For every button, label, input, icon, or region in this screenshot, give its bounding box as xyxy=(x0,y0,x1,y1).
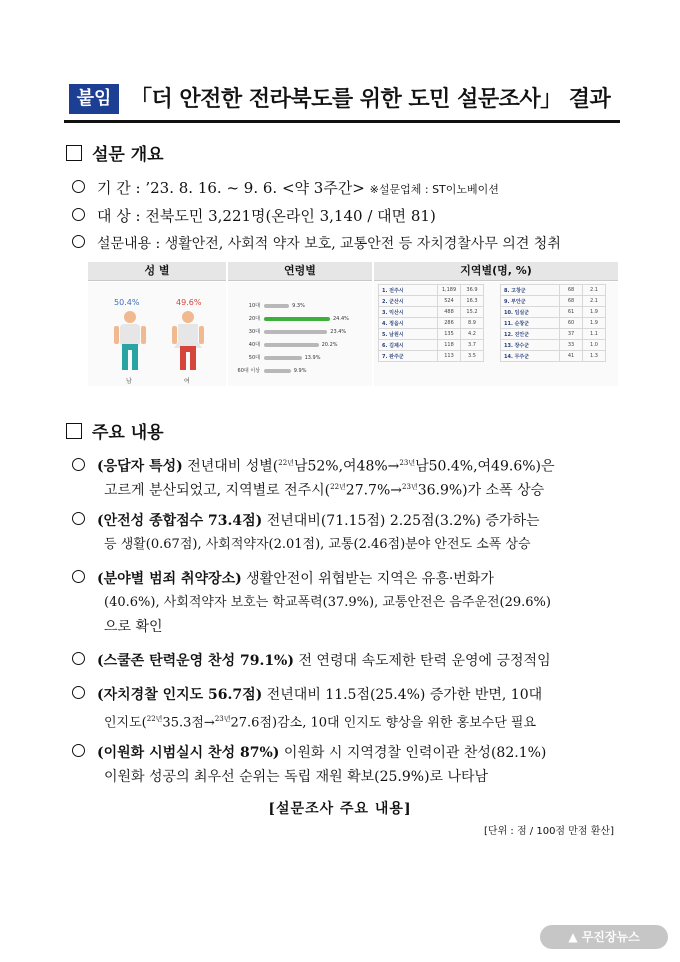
year-superscript: 23년 xyxy=(402,483,418,491)
checkbox-square-icon xyxy=(66,145,82,161)
finding-vulnerable-places xyxy=(72,568,494,590)
finding-text: 고르게 분산되었고, 지역별로 전주시( xyxy=(104,482,331,499)
survey-vendor-note: ※설문업체 : ST이노베이션 xyxy=(369,183,499,196)
circle-bullet-icon xyxy=(72,686,85,699)
region-name: 2. 군산시 xyxy=(379,296,438,307)
finding-awareness-cont xyxy=(104,708,536,734)
finding-text: 남50.4%,여49.6%)은 xyxy=(415,458,555,475)
region-count: 60 xyxy=(560,318,583,329)
main-heading xyxy=(66,418,164,443)
period-label: 기 간 : xyxy=(97,179,141,197)
finding-dualization xyxy=(72,742,546,764)
male-label: 남 xyxy=(126,378,132,385)
finding-title: (응답자 특성) xyxy=(97,458,183,475)
overview-content xyxy=(72,233,561,253)
age-bar-value: 23.4% xyxy=(330,329,347,335)
finding-title: (이원화 시범실시 찬성 87%) xyxy=(97,745,280,761)
region-row xyxy=(501,340,606,351)
circle-bullet-icon xyxy=(72,744,85,757)
region-row xyxy=(501,329,606,340)
gender-header: 성 별 xyxy=(88,262,226,281)
finding-text: 인지도( xyxy=(104,715,147,731)
finding-school-zone xyxy=(72,650,551,672)
circle-bullet-icon xyxy=(72,652,85,665)
region-row xyxy=(379,340,484,351)
region-row xyxy=(501,285,606,296)
finding-text: 전년대비(71.15점) 2.25점(3.2%) 증가하는 xyxy=(262,513,540,529)
region-percent: 1.9 xyxy=(583,318,606,329)
finding-text: 전년대비 11.5점(25.4%) 증가한 반면, 10대 xyxy=(262,687,543,703)
region-percent: 1.3 xyxy=(583,351,606,362)
age-bar xyxy=(264,317,330,321)
age-bar-value: 24.4% xyxy=(333,316,349,322)
region-count: 68 xyxy=(560,296,583,307)
region-header: 지역별(명, %) xyxy=(374,262,618,281)
watermark-text: 무진장뉴스 xyxy=(581,930,640,944)
figure-caption: [설문조사 주요 내용] xyxy=(268,801,412,817)
region-name: 6. 김제시 xyxy=(379,340,438,351)
region-percent: 1.0 xyxy=(583,340,606,351)
circle-bullet-icon xyxy=(72,512,85,525)
finding-text: 전 연령대 속도제한 탄력 운영에 긍정적임 xyxy=(294,653,551,669)
content-label: 설문내용 : xyxy=(97,236,161,252)
age-panel xyxy=(228,282,372,386)
finding-text: 27.7%→ xyxy=(345,482,403,499)
age-bar xyxy=(264,356,302,360)
finding-safety-score-cont: 등 생활(0.67점), 사회적약자(2.01점), 교통(2.46점)분야 안전도 소폭 상승 xyxy=(104,537,531,552)
age-bar-label: 60대 이상 xyxy=(237,368,260,374)
finding-text: 전년대비 성별( xyxy=(182,458,279,475)
region-count: 61 xyxy=(560,307,583,318)
region-count: 68 xyxy=(560,285,583,296)
overview-heading xyxy=(66,140,164,165)
region-count: 1,189 xyxy=(438,285,461,296)
main-heading-text: 주요 내용 xyxy=(92,423,164,443)
age-bar xyxy=(264,330,327,334)
overview-heading-text: 설문 개요 xyxy=(92,145,164,165)
finding-respondent-cont xyxy=(104,476,544,502)
region-row xyxy=(379,296,484,307)
age-bar-value: 9.3% xyxy=(292,303,305,309)
region-row xyxy=(379,307,484,318)
finding-text: 생활안전이 위협받는 지역은 유흥·번화가 xyxy=(241,571,494,587)
region-name: 1. 전주시 xyxy=(379,285,438,296)
region-percent: 1.9 xyxy=(583,307,606,318)
finding-vulnerable-places-cont2: 으로 확인 xyxy=(104,619,163,635)
year-superscript: 22년 xyxy=(278,459,294,467)
finding-text: 35.3점→ xyxy=(162,715,215,731)
region-row xyxy=(501,307,606,318)
finding-vulnerable-places-cont: (40.6%), 사회적약자 보호는 학교폭력(37.9%), 교통안전은 음주운전(29.6%) xyxy=(104,595,551,610)
age-bar xyxy=(264,343,319,347)
region-row xyxy=(379,329,484,340)
region-name: 3. 익산시 xyxy=(379,307,438,318)
region-percent: 16.3 xyxy=(461,296,484,307)
region-name: 8. 고창군 xyxy=(501,285,560,296)
unit-note: [단위 : 점 / 100점 만점 환산] xyxy=(484,826,614,837)
region-name: 7. 완주군 xyxy=(379,351,438,362)
age-bar-value: 9.9% xyxy=(293,368,307,374)
circle-bullet-icon xyxy=(72,180,85,193)
region-table-left xyxy=(378,284,484,362)
circle-bullet-icon xyxy=(72,458,85,471)
male-figure-icon xyxy=(114,311,146,370)
region-percent: 4.2 xyxy=(461,329,484,340)
region-percent: 15.2 xyxy=(461,307,484,318)
age-bar-value: 20.2% xyxy=(321,342,338,348)
region-percent: 2.1 xyxy=(583,296,606,307)
region-panel xyxy=(374,282,618,386)
attachment-badge: 붙임 xyxy=(69,84,119,114)
region-name: 13. 장수군 xyxy=(501,340,560,351)
region-row xyxy=(379,351,484,362)
finding-title: (자치경찰 인지도 56.7점) xyxy=(97,687,263,703)
finding-text: 36.9%)가 소폭 상승 xyxy=(417,482,545,499)
overview-target xyxy=(72,205,436,226)
title-underline xyxy=(64,120,620,123)
region-percent: 2.1 xyxy=(583,285,606,296)
document-title: 「더 안전한 전라북도를 위한 도민 설문조사」 결과 xyxy=(130,87,611,112)
age-bar-label: 50대 xyxy=(248,355,260,361)
finding-text: 이원화 시 지역경찰 인력이관 찬성(82.1%) xyxy=(279,745,547,761)
year-superscript: 23년 xyxy=(399,459,416,467)
region-percent: 3.5 xyxy=(461,351,484,362)
age-header: 연령별 xyxy=(228,262,372,281)
finding-respondent xyxy=(72,452,555,478)
circle-bullet-icon xyxy=(72,235,85,248)
region-name: 11. 순창군 xyxy=(501,318,560,329)
region-row xyxy=(501,296,606,307)
region-count: 33 xyxy=(560,340,583,351)
target-label: 대 상 : xyxy=(97,207,141,225)
region-count: 524 xyxy=(438,296,461,307)
age-bar-label: 20대 xyxy=(248,316,260,322)
region-row xyxy=(501,318,606,329)
target-value: 전북도민 3,221명(온라인 3,140 / 대면 81) xyxy=(145,207,436,225)
male-percent: 50.4% xyxy=(114,298,140,307)
finding-dualization-cont: 이원화 성공의 최우선 순위는 독립 재원 확보(25.9%)로 나타남 xyxy=(104,769,489,785)
gender-panel xyxy=(88,282,226,386)
finding-title: (안전성 종합점수 73.4점) xyxy=(97,513,263,529)
region-name: 5. 남원시 xyxy=(379,329,438,340)
female-label: 여 xyxy=(184,378,190,385)
region-name: 10. 임실군 xyxy=(501,307,560,318)
region-count: 488 xyxy=(438,307,461,318)
watermark-logo xyxy=(540,925,668,949)
region-percent: 1.1 xyxy=(583,329,606,340)
age-bar xyxy=(264,369,291,373)
region-name: 12. 진안군 xyxy=(501,329,560,340)
region-row xyxy=(379,285,484,296)
female-percent: 49.6% xyxy=(176,298,202,307)
region-percent: 36.9 xyxy=(461,285,484,296)
year-superscript: 23년 xyxy=(214,715,231,723)
finding-safety-score xyxy=(72,510,540,532)
region-count: 135 xyxy=(438,329,461,340)
age-bar xyxy=(264,304,289,308)
overview-period xyxy=(72,177,499,198)
region-name: 14. 무주군 xyxy=(501,351,560,362)
region-table-right xyxy=(500,284,606,362)
respondent-infographic xyxy=(88,262,618,386)
region-percent: 3.7 xyxy=(461,340,484,351)
year-superscript: 22년 xyxy=(330,483,346,491)
region-row xyxy=(379,318,484,329)
region-name: 4. 정읍시 xyxy=(379,318,438,329)
region-name: 9. 부안군 xyxy=(501,296,560,307)
period-value: ’23. 8. 16. ~ 9. 6. <약 3주간> xyxy=(145,179,365,197)
finding-title: (분야별 범죄 취약장소) xyxy=(97,571,242,587)
region-percent: 8.9 xyxy=(461,318,484,329)
region-count: 113 xyxy=(438,351,461,362)
region-count: 37 xyxy=(560,329,583,340)
content-value: 생활안전, 사회적 약자 보호, 교통안전 등 자치경찰사무 의견 청취 xyxy=(164,236,561,252)
logo-mark-icon: ▲ xyxy=(568,930,582,944)
finding-text: 27.6점)감소, 10대 인지도 향상을 위한 홍보수단 필요 xyxy=(230,715,537,731)
region-row xyxy=(501,351,606,362)
checkbox-square-icon xyxy=(66,423,82,439)
region-count: 118 xyxy=(438,340,461,351)
female-figure-icon xyxy=(172,311,204,370)
age-bar-label: 40대 xyxy=(248,342,260,348)
gender-figures xyxy=(106,310,216,376)
circle-bullet-icon xyxy=(72,570,85,583)
finding-awareness xyxy=(72,684,542,706)
age-bar-label: 10대 xyxy=(248,303,260,309)
finding-text: 남52%,여48%→ xyxy=(293,458,400,475)
region-count: 41 xyxy=(560,351,583,362)
region-count: 286 xyxy=(438,318,461,329)
finding-title: (스쿨존 탄력운영 찬성 79.1%) xyxy=(97,653,294,669)
age-bar-label: 30대 xyxy=(248,329,260,335)
year-superscript: 22년 xyxy=(146,715,163,723)
age-bar-value: 13.9% xyxy=(304,355,321,361)
circle-bullet-icon xyxy=(72,208,85,221)
